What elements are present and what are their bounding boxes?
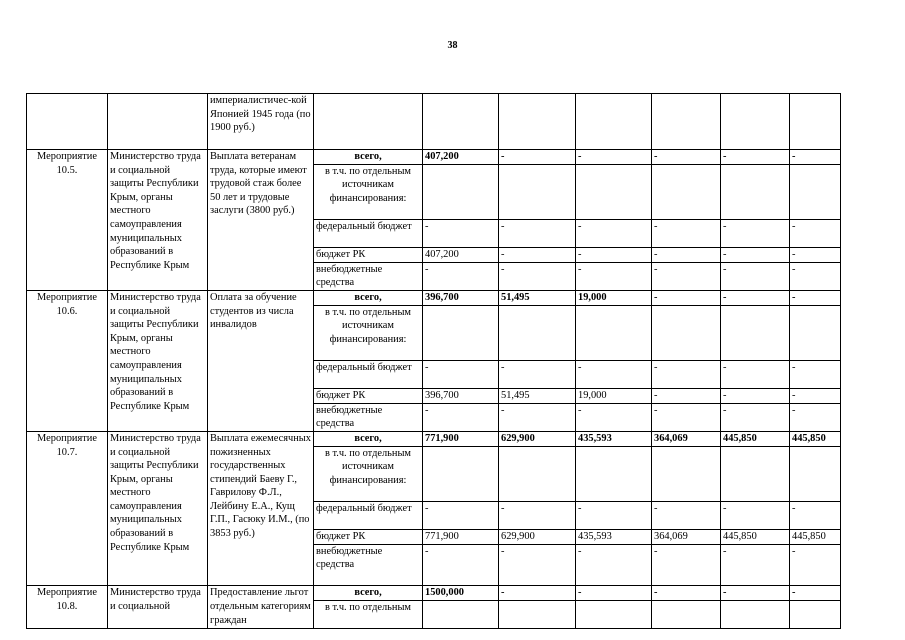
value-cell: - <box>721 290 790 305</box>
event-cell: Мероприятие 10.8. <box>27 586 108 629</box>
value-cell: - <box>576 262 652 290</box>
source-cell: федеральный бюджет <box>314 219 423 247</box>
value-cell: - <box>652 248 721 263</box>
budget-table <box>26 93 841 629</box>
value-cell: 364,069 <box>652 530 721 545</box>
value-cell: - <box>790 248 841 263</box>
value-cell: - <box>652 389 721 404</box>
source-cell: всего, <box>314 150 423 165</box>
value-cell <box>576 601 652 629</box>
table-cell <box>108 94 208 150</box>
executor-cell: Министерство труда и социальной защиты Республики Крым, органы местного самоуправления муниципальных образований в Республике Крым <box>108 431 208 586</box>
value-cell <box>499 164 576 219</box>
value-cell: - <box>423 403 499 431</box>
value-cell: - <box>576 544 652 586</box>
event-cell: Мероприятие 10.6. <box>27 290 108 431</box>
page-number: 38 <box>447 40 458 51</box>
description-cell: Предоставление льгот отдельным категориям граждан <box>208 586 314 629</box>
value-cell <box>423 164 499 219</box>
value-cell <box>423 446 499 501</box>
executor-cell: Министерство труда и социальной защиты Республики Крым, органы местного самоуправления муниципальных образований в Республике Крым <box>108 290 208 431</box>
source-cell: в т.ч. по отдельным источникам финансирования: <box>314 164 423 219</box>
value-cell: - <box>499 262 576 290</box>
value-cell: - <box>499 150 576 165</box>
value-cell: 435,593 <box>576 530 652 545</box>
table-body <box>27 94 841 629</box>
table-cell <box>576 94 652 150</box>
table-row <box>27 150 841 165</box>
value-cell: 19,000 <box>576 389 652 404</box>
value-cell <box>721 601 790 629</box>
source-cell: бюджет РК <box>314 248 423 263</box>
description-cell: Оплата за обучение студентов из числа инвалидов <box>208 290 314 431</box>
value-cell: 19,000 <box>576 290 652 305</box>
value-cell: - <box>790 586 841 601</box>
value-cell <box>721 164 790 219</box>
value-cell <box>790 305 841 360</box>
value-cell: - <box>790 501 841 529</box>
value-cell: - <box>790 262 841 290</box>
value-cell: 629,900 <box>499 530 576 545</box>
value-cell: - <box>721 501 790 529</box>
value-cell: 771,900 <box>423 530 499 545</box>
value-cell <box>423 305 499 360</box>
source-cell: в т.ч. по отдельным <box>314 601 423 629</box>
table-cell <box>27 94 108 150</box>
value-cell: - <box>652 219 721 247</box>
event-cell: Мероприятие 10.5. <box>27 150 108 291</box>
source-cell: бюджет РК <box>314 530 423 545</box>
source-cell: всего, <box>314 586 423 601</box>
value-cell <box>499 601 576 629</box>
source-cell: бюджет РК <box>314 389 423 404</box>
table-row <box>27 586 841 601</box>
value-cell <box>652 601 721 629</box>
value-cell: - <box>721 389 790 404</box>
value-cell: 1500,000 <box>423 586 499 601</box>
value-cell: - <box>790 219 841 247</box>
source-cell: федеральный бюджет <box>314 360 423 388</box>
source-cell: внебюджетные средства <box>314 262 423 290</box>
value-cell: - <box>576 150 652 165</box>
value-cell: - <box>790 403 841 431</box>
value-cell <box>790 446 841 501</box>
value-cell <box>790 164 841 219</box>
value-cell: - <box>423 262 499 290</box>
value-cell <box>652 446 721 501</box>
value-cell: 51,495 <box>499 389 576 404</box>
value-cell: - <box>790 150 841 165</box>
source-cell: в т.ч. по отдельным источникам финансирования: <box>314 305 423 360</box>
value-cell: 435,593 <box>576 431 652 446</box>
source-cell: федеральный бюджет <box>314 501 423 529</box>
value-cell: - <box>499 248 576 263</box>
value-cell: - <box>721 403 790 431</box>
table-cell <box>790 94 841 150</box>
table-cell <box>499 94 576 150</box>
value-cell: 445,850 <box>790 530 841 545</box>
value-cell: - <box>499 501 576 529</box>
value-cell: - <box>423 219 499 247</box>
table-cell <box>423 94 499 150</box>
source-cell: всего, <box>314 431 423 446</box>
value-cell <box>499 305 576 360</box>
value-cell: 771,900 <box>423 431 499 446</box>
source-cell: внебюджетные средства <box>314 403 423 431</box>
value-cell: - <box>499 403 576 431</box>
value-cell: - <box>721 360 790 388</box>
value-cell <box>721 305 790 360</box>
value-cell: - <box>499 544 576 586</box>
table-row <box>27 94 841 150</box>
value-cell: - <box>423 360 499 388</box>
value-cell: - <box>652 403 721 431</box>
value-cell <box>576 164 652 219</box>
executor-cell: Министерство труда и социальной <box>108 586 208 629</box>
value-cell: 51,495 <box>499 290 576 305</box>
value-cell <box>499 446 576 501</box>
value-cell: 407,200 <box>423 248 499 263</box>
value-cell: - <box>721 219 790 247</box>
value-cell: - <box>652 290 721 305</box>
value-cell: - <box>576 501 652 529</box>
value-cell: - <box>576 360 652 388</box>
value-cell: 445,850 <box>721 530 790 545</box>
value-cell: - <box>721 544 790 586</box>
value-cell: - <box>790 544 841 586</box>
value-cell <box>576 305 652 360</box>
value-cell: - <box>499 360 576 388</box>
value-cell: - <box>652 501 721 529</box>
value-cell: - <box>652 360 721 388</box>
value-cell <box>423 601 499 629</box>
value-cell: - <box>423 501 499 529</box>
value-cell: - <box>652 586 721 601</box>
value-cell <box>576 446 652 501</box>
value-cell: - <box>721 586 790 601</box>
value-cell: 407,200 <box>423 150 499 165</box>
value-cell: - <box>499 219 576 247</box>
value-cell: - <box>576 586 652 601</box>
value-cell: - <box>652 262 721 290</box>
table-cell <box>652 94 721 150</box>
description-cell: Выплата ежемесячных пожизненных государственных стипендий Баеву Г., Гаврилову Ф.Л., Лейбину Е.А., Кущ Г.П., Гасюку И.М., (по 3853 руб.) <box>208 431 314 586</box>
event-cell: Мероприятие 10.7. <box>27 431 108 586</box>
value-cell: 396,700 <box>423 389 499 404</box>
source-cell: всего, <box>314 290 423 305</box>
executor-cell: Министерство труда и социальной защиты Республики Крым, органы местного самоуправления муниципальных образований в Республике Крым <box>108 150 208 291</box>
value-cell: - <box>576 219 652 247</box>
value-cell: 364,069 <box>652 431 721 446</box>
value-cell: - <box>790 290 841 305</box>
source-cell: в т.ч. по отдельным источникам финансирования: <box>314 446 423 501</box>
table-row <box>27 290 841 305</box>
value-cell: 629,900 <box>499 431 576 446</box>
value-cell: - <box>790 389 841 404</box>
value-cell: - <box>721 262 790 290</box>
value-cell: - <box>721 248 790 263</box>
value-cell <box>721 446 790 501</box>
table-cell <box>721 94 790 150</box>
description-cell: империалистичес-кой Японией 1945 года (по 1900 руб.) <box>208 94 314 150</box>
value-cell: - <box>576 403 652 431</box>
value-cell: - <box>721 150 790 165</box>
value-cell: - <box>790 360 841 388</box>
value-cell <box>652 305 721 360</box>
value-cell: - <box>499 586 576 601</box>
value-cell: 396,700 <box>423 290 499 305</box>
value-cell: - <box>652 150 721 165</box>
value-cell: 445,850 <box>721 431 790 446</box>
value-cell <box>652 164 721 219</box>
value-cell: - <box>652 544 721 586</box>
source-cell: внебюджетные средства <box>314 544 423 586</box>
table-cell <box>314 94 423 150</box>
table-row <box>27 431 841 446</box>
value-cell <box>790 601 841 629</box>
description-cell: Выплата ветеранам труда, которые имеют трудовой стаж более 50 лет и трудовые заслуги (3800 руб.) <box>208 150 314 291</box>
value-cell: 445,850 <box>790 431 841 446</box>
value-cell: - <box>423 544 499 586</box>
value-cell: - <box>576 248 652 263</box>
